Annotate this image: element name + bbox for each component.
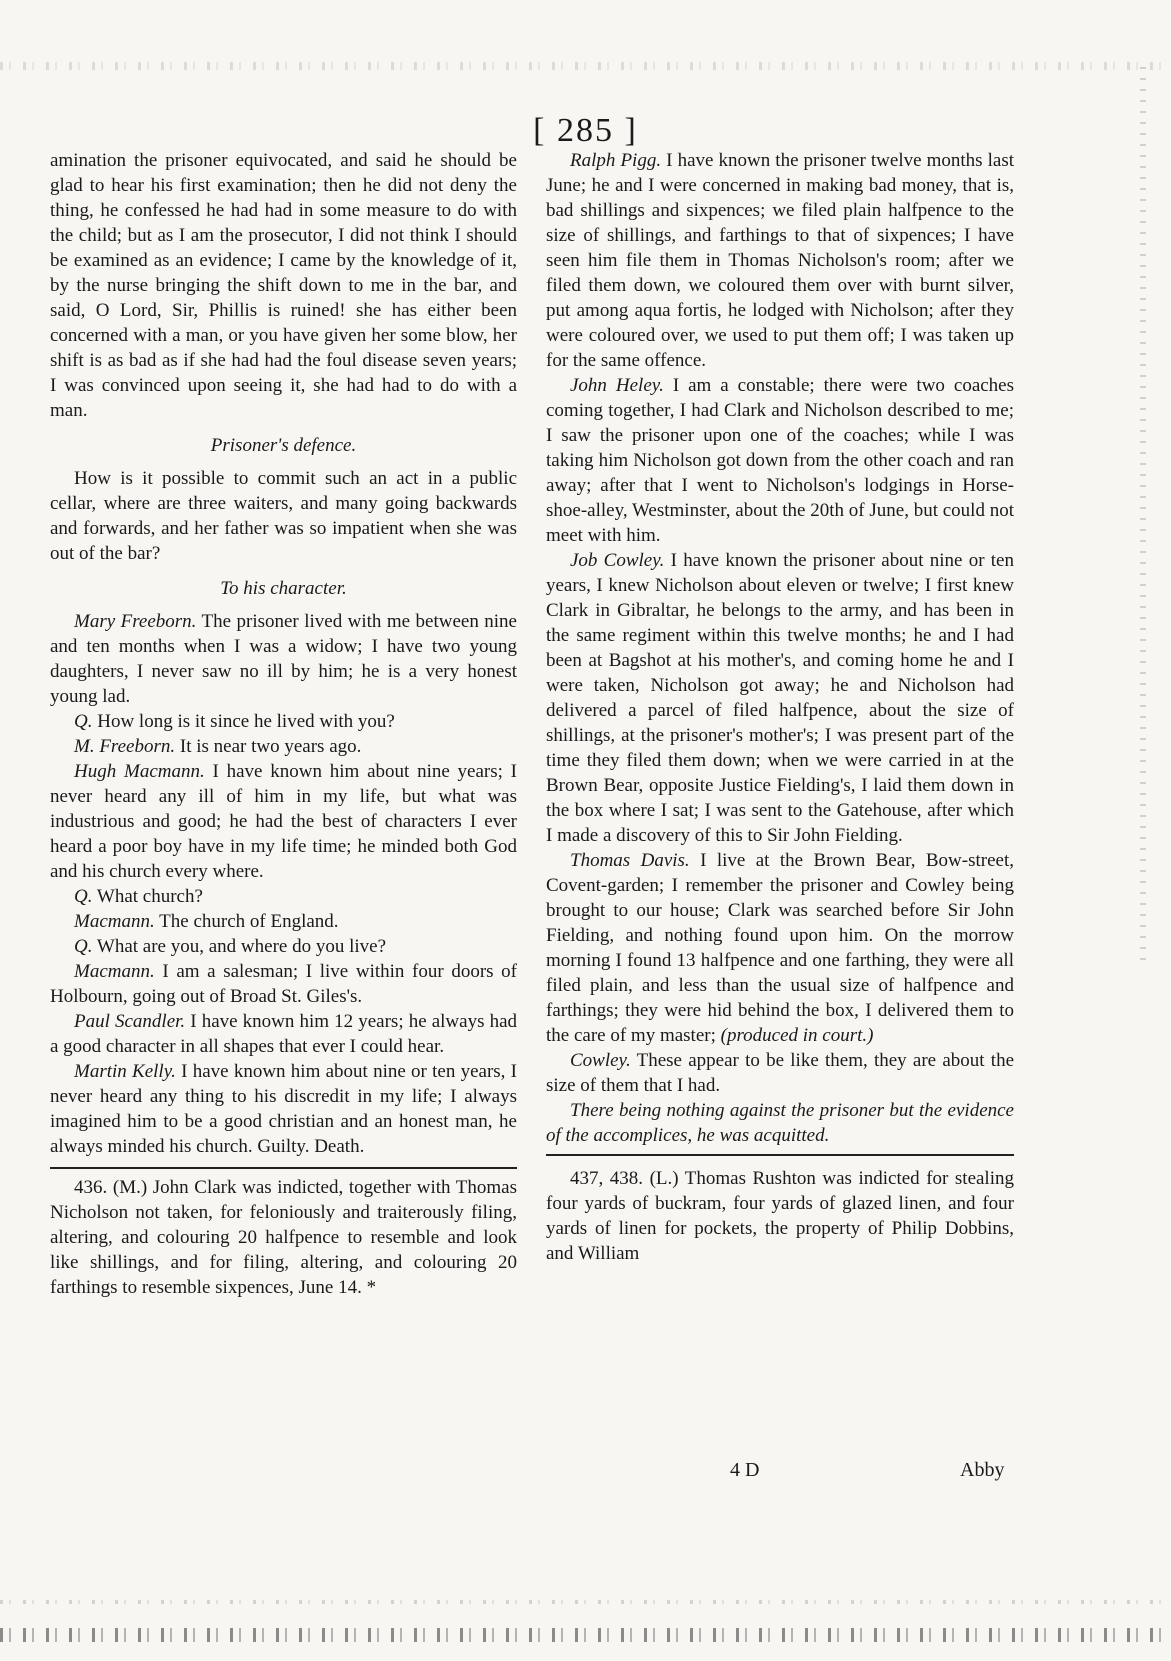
testimony-text: I have known the prisoner about nine or ten years, I knew Nicholson about eleven or twelve; I first knew Clark in Gibraltar, he belongs to the army, and has been in the same regiment within this twelve months; he and I had been at Bagshot at his mother's, and coming home he and I were taken, Nicholson got away; he and Nicholson had delivered a parcel of filed halfpence, about the size of shillings, at the prisoner's mother's; I was present part of the time they filed them down; when we were carried in at the Brown Bear, opposite Justice Fielding's, I laid them down in the box where I sat; I was sent to the Gatehouse, after which I made a discovery of this to Sir John Fielding.: [546, 550, 1014, 846]
testimony-text: I have known the prisoner twelve months last June; he and I were concerned in making bad money, that is, bad shillings and sixpences; we filed plain halfpence to the size of shillings, and farthings to that of sixpences; I have seen him file them in Thomas Nicholson's room; after we filed them down, we coloured them over with burnt silver, put among aqua fortis, he lodged with Nicholson; after they were coloured over, we used to put them off; I was taken up for the same offence.: [546, 150, 1015, 371]
testimony-text: I live at the Brown Bear, Bow-street, Covent-garden; I remember the prisoner and Cowley being brought to our house; Clark was searched before Sir John Fielding, and nothing found upon him. On the morrow morning I found 13 halfpence and one farthing, they were all filed plain, and less than the usual size of halfpence and farthings; they were hid behind the box, I delivered them to the care of my master;: [546, 850, 1015, 1046]
testimony-cowley: [546, 548, 1014, 848]
speaker-name: Thomas Davis.: [570, 850, 690, 871]
testimony-macmann: [50, 759, 517, 884]
paragraph-continuation: amination the prisoner equivocated, and said he should be glad to hear his first examination; then he did not deny the thing, he confessed he had had in some measure to do with the child; but as I am the prosecutor, I did not think I should be examined as an evidence; I came by the knowledge of it, by the nurse bringing the shift down to me in the bar, and said, O Lord, Sir, Phillis is ruined! she has either been concerned with a man, or you have given her some blow, her shift is as bad as if she had had the foul disease seven years; I was convinced upon seeing it, she had had to do with a man.: [50, 150, 517, 421]
speaker-name: John Heley.: [570, 375, 664, 396]
scan-noise-bottom-faint: [0, 1600, 1171, 1604]
testimony-davis: [546, 848, 1014, 1048]
testimony-text: I am a salesman; I live within four doors of Holbourn, going out of Broad St. Giles's.: [50, 961, 518, 1007]
question: [50, 709, 517, 734]
testimony-heley: [546, 373, 1014, 548]
speaker-name: Cowley.: [570, 1050, 631, 1071]
speaker-name: Macmann.: [74, 911, 155, 932]
speaker-name: Ralph Pigg.: [570, 150, 662, 171]
scan-noise-bottom: [0, 1628, 1171, 1642]
question-label: Q.: [74, 936, 93, 957]
testimony-text: These appear to be like them, they are about the size of them that I had.: [546, 1050, 1014, 1096]
heading-character: To his character.: [220, 578, 347, 599]
testimony-pigg: [546, 148, 1014, 373]
testimony-cowley-2: [546, 1048, 1014, 1098]
testimony-text: The prisoner lived with me between nine and ten months when I was a widow; I have two young daughters, I never saw no ill by him; he is a very honest young lad.: [50, 611, 517, 707]
court-note: (produced in court.): [720, 1025, 874, 1046]
speaker-name: Job Cowley.: [570, 550, 665, 571]
question-label: Q.: [74, 886, 93, 907]
right-column: [546, 148, 1014, 1266]
page-number: [ 285 ]: [533, 112, 638, 149]
speaker-name: Hugh Macmann.: [74, 761, 205, 782]
testimony-text: I am a constable; there were two coaches coming together, I had Clark and Nicholson described to me; I saw the prisoner upon one of the coaches; while I was taking him Nicholson got down from the other coach and ran away; after that I went to Nicholson's lodgings in Horse-shoe-alley, Westminster, about the 20th of June, but could not meet with him.: [546, 375, 1015, 546]
testimony-macmann-answer-2: [50, 959, 517, 1009]
testimony-text: I have known him about nine or ten years, I never heard any thing to his discredit in my life; I always imagined him to be a good christian and an honest man, he always minded his church.: [50, 1061, 518, 1157]
acquittal-text: There being nothing against the prisoner but the evidence of the accomplices, he was acquitted.: [546, 1100, 1014, 1146]
heading-prisoners-defence: Prisoner's defence.: [210, 435, 357, 456]
question-text: What church?: [96, 886, 203, 907]
speaker-name: Martin Kelly.: [74, 1061, 176, 1082]
case-437-438: 437, 438. (L.) Thomas Rushton was indicted for stealing four yards of buckram, four yards of glazed linen, and four yards of linen for pockets, the property of Philip Dobbins, and William: [546, 1168, 1014, 1264]
signature-mark: 4 D: [730, 1459, 760, 1481]
testimony-freeborn: [50, 609, 517, 709]
speaker-name: M. Freeborn.: [74, 736, 176, 757]
scan-noise-margin: [1140, 60, 1146, 960]
verdict: Guilty. Death.: [257, 1136, 365, 1157]
testimony-text: I have known him 12 years; he always had a good character in all shapes that ever I could hear.: [50, 1011, 518, 1057]
testimony-macmann-answer: [50, 909, 517, 934]
section-rule: [50, 1167, 517, 1169]
question: [50, 934, 517, 959]
section-rule: [546, 1154, 1014, 1156]
speaker-name: Mary Freeborn.: [74, 611, 197, 632]
testimony-freeborn-answer: [50, 734, 517, 759]
testimony-text: It is near two years ago.: [179, 736, 362, 757]
speaker-name: Macmann.: [74, 961, 155, 982]
catchword: Abby: [960, 1459, 1005, 1481]
testimony-scandler: [50, 1009, 517, 1059]
paragraph-defence: How is it possible to commit such an act in a public cellar, where are three waiters, and many going backwards and forwards, and her father was so impatient when she was out of the bar?: [50, 468, 517, 564]
left-column: [50, 148, 517, 1300]
acquittal-note: [546, 1098, 1014, 1148]
speaker-name: Paul Scandler.: [74, 1011, 186, 1032]
case-436: 436. (M.) John Clark was indicted, together with Thomas Nicholson not taken, for feloniously and traiterously filing, altering, and colouring 20 halfpence to resemble and look like shillings, and for filing, altering, and colouring 20 farthings to resemble sixpences, June 14. *: [50, 1177, 517, 1298]
testimony-text: I have known him about nine years; I never heard any ill of him in my life, but what was industrious and good; he had the best of characters I ever heard a poor boy have in my life time; he minded both God and his church every where.: [50, 761, 518, 882]
question-text: How long is it since he lived with you?: [97, 711, 395, 732]
scan-noise-top: [0, 62, 1171, 70]
testimony-text: The church of England.: [159, 911, 339, 932]
question: [50, 884, 517, 909]
question-label: Q.: [74, 711, 93, 732]
testimony-kelly: [50, 1059, 517, 1159]
question-text: What are you, and where do you live?: [96, 936, 387, 957]
